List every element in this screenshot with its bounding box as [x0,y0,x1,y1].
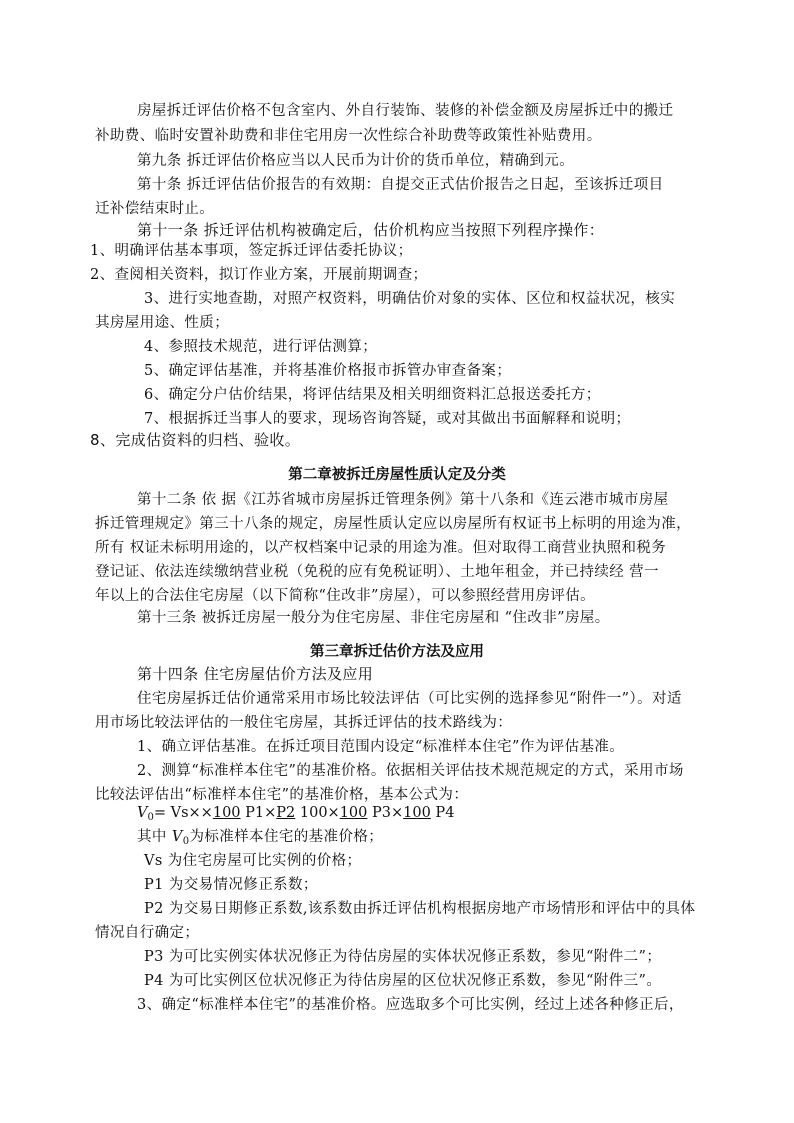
article-9: 第九条 拆迁评估价格应当以人民币为计价的货币单位，精确到元。 [137,153,575,169]
list-item: 2、测算“标准样本住宅”的基准价格。依据相关评估技术规范规定的方式，采用市场 [137,763,684,779]
article-14: 第十四条 住宅房屋估价方法及应用 [137,665,374,683]
variable-definition: P3 为可比实例实体状况修正为待估房屋的实体状况修正系数，参见“附件二”； [144,949,662,965]
paragraph-line: 房屋拆迁评估价格不包含室内、外自行装饰、装修的补偿金额及房屋拆迁中的搬迁 [137,103,674,119]
formula-fraction: 100 [212,805,241,821]
formula-part: P3× [367,805,404,821]
list-item: 8、完成估资料的归档、验收。 [90,431,301,449]
paragraph-line: 比较法评估出“标准样本住宅”的基准价格，基本公式为： [95,787,469,803]
list-item: 4、参照技术规范，进行评估测算； [144,339,378,355]
paragraph-line: 年以上的合法住宅房屋（以下简称“住改非”房屋），可以参照经营用房评估。 [95,588,596,604]
list-item: 2、查阅相关资料，拟订作业方案，开展前期调查； [90,267,428,283]
formula-fraction: 100 [339,805,368,821]
list-item: 5、确定评估基准，并将基准价格报市拆管办审查备案； [144,363,512,379]
list-item: 3、进行实地查勘，对照产权资料，明确估价对象的实体、区位和权益状况，核实 [144,291,676,307]
formula-subscript: 0 [182,836,190,847]
variable-definition [137,828,383,851]
paragraph-line: 情况自行确定； [95,925,200,941]
chapter-heading: 第三章拆迁估价方法及应用 [310,644,484,660]
paragraph-line: 补助费、临时安置补助费和非住宅用房一次性综合补助费等政策性补贴费用。 [95,128,602,144]
formula-part: 100× [295,805,340,821]
formula-fraction: P2 [276,805,296,821]
variable-text: 为标准样本住宅的基准价格； [189,829,384,845]
paragraph-line: 拆迁管理规定》第三十八条的规定，房屋性质认定应以房屋所有权证书上标明的用途为准， [95,516,691,532]
article-12: 第十二条 依 据《江苏省城市房屋拆迁管理条例》第十八条和《连云港市城市房屋 [137,492,669,508]
variable-definition: Vs 为住宅房屋可比实例的价格； [144,853,362,869]
article-11: 第十一条 拆迁评估机构被确定后，估价机构应当按照下列程序操作： [137,221,605,239]
list-item: 1、确立评估基准。在拆迁项目范围内设定“标准样本住宅”作为评估基准。 [137,739,625,755]
article-10: 第十条 拆迁评估估价报告的有效期：自提交正式估价报告之日起，至该拆迁项目 [137,177,664,193]
paragraph-line: 其房屋用途、性质； [95,315,230,331]
article-13: 第十三条 被拆迁房屋一般分为住宅房屋、非住宅房屋和 “住改非”房屋。 [137,610,610,626]
list-item: 1、明确评估基本事项，签定拆迁评估委托协议； [90,243,413,259]
variable-definition: P2 为交易日期修正系数,该系数由拆迁评估机构根据房地产市场情形和评估中的具体 [144,901,696,917]
list-item: 3、确定“标准样本住宅”的基准价格。应选取多个可比实例，经过上述各种修正后， [137,997,684,1013]
formula-part: P4 [430,805,455,821]
paragraph-line: 所有 权证未标明用途的，以产权档案中记录的用途为准。但对取得工商营业执照和税务 [95,540,667,556]
variable-prefix: 其中 [137,829,172,845]
list-item: 6、确定分户估价结果，将评估结果及相关明细资料汇总报送委托方； [144,387,601,403]
variable-definition: P4 为可比实例区位状况修正为待估房屋的区位状况修正系数，参见“附件三”。 [144,973,662,989]
paragraph-line: 住宅房屋拆迁估价通常采用市场比较法评估（可比实例的选择参见“附件一”）。对适 [137,691,682,707]
list-item: 7、根据拆迁当事人的要求，现场咨询答疑，或对其做出书面解释和说明； [144,411,631,427]
formula-subscript: 0 [147,812,154,823]
paragraph-line: 迁补偿结束时止。 [95,201,215,217]
variable-definition: P1 为交易情况修正系数； [144,877,318,893]
chapter-heading: 第二章被拆迁房屋性质认定及分类 [288,467,506,483]
formula-symbol: V [137,805,148,821]
base-price-formula [137,804,454,827]
paragraph-line: 登记证、依法连续缴纳营业税（免税的应有免税证明）、土地年租金，并已持续经 营一 [95,564,659,580]
formula-symbol: V [171,829,183,845]
formula-fraction: 100 [403,805,431,821]
formula-part: = Vs×× [153,805,213,821]
paragraph-line: 用市场比较法评估的一般住宅房屋，其拆迁评估的技术路线为： [95,715,513,731]
formula-part: P1× [240,805,277,821]
